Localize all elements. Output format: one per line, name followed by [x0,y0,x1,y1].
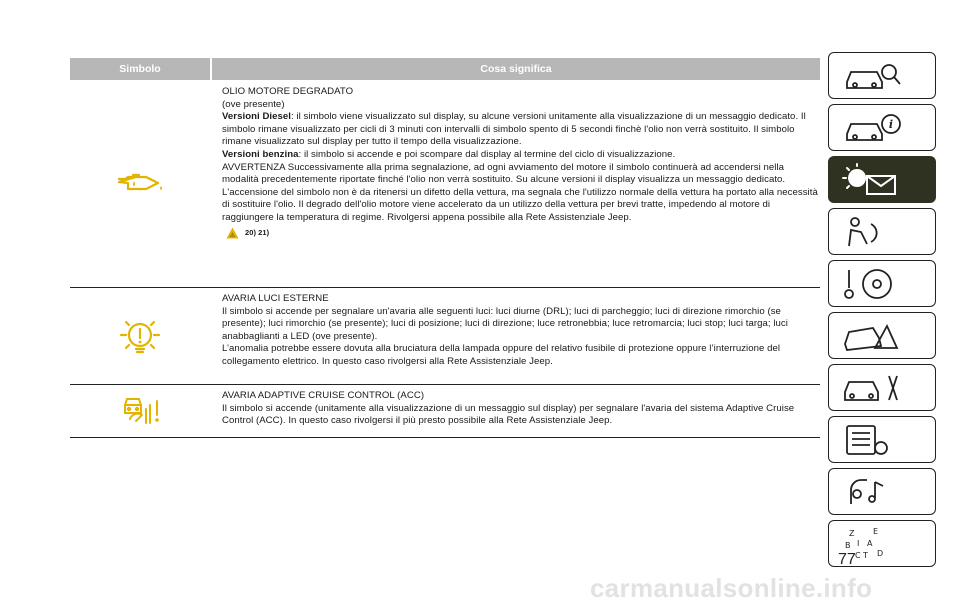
watermark: carmanualsonline.info [590,573,873,603]
index-letter: I [857,539,860,548]
tab-safety[interactable] [828,208,936,255]
page-number: 77 [838,551,856,568]
availability-note: (ove presente) [222,98,285,110]
index-letter: C [855,551,861,560]
car-info-icon [837,110,927,146]
car-emergency-icon [837,318,927,354]
warning-light-message-icon [837,162,927,198]
exterior-lights-fault-icon [118,316,162,356]
header-symbol: Simbolo [70,58,210,80]
tab-service[interactable] [828,364,936,411]
multimedia-icon [837,474,927,510]
car-search-icon [837,58,927,94]
symbol-cell [70,81,210,287]
description-cell [222,390,820,428]
tab-warning-lights[interactable] [828,156,936,203]
index-letter: A [867,539,873,548]
tab-technical-data[interactable] [828,416,936,463]
index-letter: B [845,541,851,550]
driving-controls-icon [837,266,927,302]
acc-fault-icon [122,395,162,427]
svg-text:⚠: ⚠ [229,231,236,239]
title-oil-degraded: OLIO MOTORE DEGRADATO [222,86,354,97]
diesel-paragraph: Versioni Diesel: il simbolo viene visualizzato sul display, su alcune versioni unitamente alla visualizzazione di un messaggio dedicato. Il simbolo rimane visualizzato per cicli di 3 minuti con intervalli di simbolo spento di 5 secondi finchè l'olio non verrà sostituito. Il simbolo rimane visualizzato sul display per tutto il tempo della visualizzazione. [222,111,806,148]
description-cell [222,293,820,369]
oil-info-paragraph: L'accensione del simbolo non è da ritenersi un difetto della vettura, ma segnala che l'utilizzo normale della vettura ha portato alla necessità di sostituire l'olio. Il degrado dell'olio motore viene accelerato da un utilizzo della vettura per brevi tratte, impedendo al motore di raggiungere la temperatura di regime. Rivolgersi appena possibile alla Rete Assistenziale Jeep. [222,186,818,223]
lights-paragraph-2: L’anomalia potrebbe essere dovuta alla bruciatura della lampada oppure del relativo fusibile di protezione oppure l’interruzione del collegamento elettrico. In questo caso rivolgersi alla Rete Assistenziale Jeep. [222,343,781,367]
table-header [70,58,820,80]
lights-paragraph-1: Il simbolo si accende per segnalare un'avaria alle seguenti luci: luci diurne (DRL); luci di parcheggio; luci di direzione rimorchio (se presente); luci rimorchio (se presente); luci di posizione; luci di direzione; luce retronebbia; luce retromarcia; luci stop; luci targa; luci anabbaglianti a LED (ove presente). [222,305,788,342]
car-service-icon [837,370,927,406]
header-meaning: Cosa significa [212,58,820,80]
tab-driving[interactable] [828,260,936,307]
index-letter: E [873,527,879,536]
seat-airbag-icon [837,214,927,250]
technical-data-icon [837,422,927,458]
warning-paragraph: AVVERTENZA Successivamente alla prima segnalazione, ad ogni avviamento del motore il simbolo continuerà ad accendersi nella modalità precedentemente riportate finché l'olio non verrà sostituito. Su alcune versioni il display visualizza un messaggio dedicato. [222,161,786,186]
table-row [70,81,820,288]
index-letter: D [877,549,884,558]
oil-can-icon [116,171,166,195]
warning-ref-numbers: 20) 21) [245,227,270,237]
warning-triangle-icon [226,227,239,239]
index-letter: T [863,551,868,560]
symbol-cell [70,288,210,384]
warning-references [226,227,820,240]
tab-emergency[interactable] [828,312,936,359]
petrol-paragraph: Versioni benzina: il simbolo si accende e poi scompare dal display al termine del ciclo di visualizzazione. [222,148,676,160]
description-cell [222,86,820,239]
tab-multimedia[interactable] [828,468,936,515]
index-letter: Z [849,529,855,538]
svg-text:i: i [888,118,894,131]
tab-car-search[interactable] [828,52,936,99]
acc-paragraph: Il simbolo si accende (unitamente alla visualizzazione di un messaggio sul display) per segnalare l'avaria del sistema Adaptive Cruise Control (ACC). In questo caso rivolgersi il più presto possibile alla Rete Assistenziale Jeep. [222,402,795,427]
table-row [70,288,820,385]
tab-car-info[interactable] [828,104,936,151]
title-lights-fault: AVARIA LUCI ESTERNE [222,293,329,304]
table-row [70,385,820,438]
symbol-cell [70,385,210,437]
title-acc-fault: AVARIA ADAPTIVE CRUISE CONTROL (ACC) [222,390,425,401]
